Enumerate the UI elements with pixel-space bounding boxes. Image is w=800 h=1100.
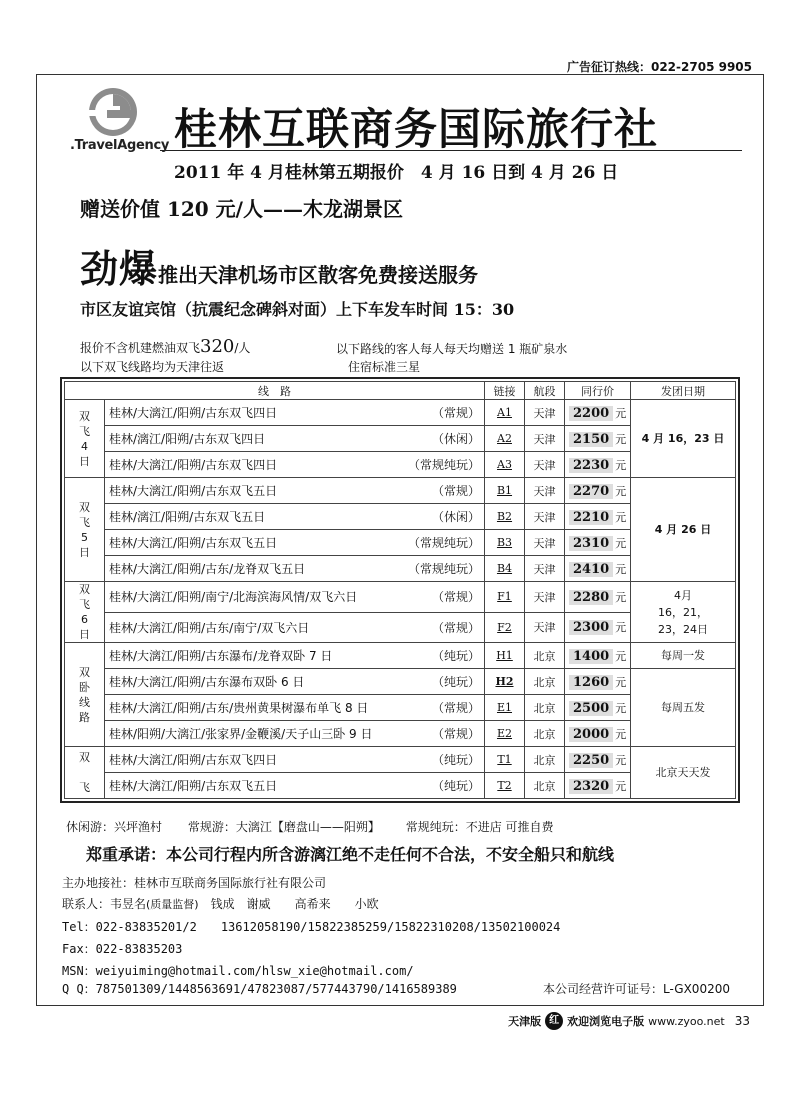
route-link[interactable]: B2 xyxy=(485,504,525,530)
route-link[interactable]: B4 xyxy=(485,556,525,582)
route-name xyxy=(105,747,485,773)
flight-segment: 天津 xyxy=(525,582,565,613)
flight-segment: 北京 xyxy=(525,773,565,799)
host-agency: 主办地接社：桂林市互联商务国际旅行社有限公司 xyxy=(62,876,327,890)
water-note: 以下路线的客人每人每天均赠送 1 瓶矿泉水 xyxy=(336,342,568,356)
price-value: 1260 xyxy=(569,675,613,690)
route-text: 桂林/大漓江/阳朔/古东/南宁/双飞六日 xyxy=(109,620,310,635)
price-currency: 元 xyxy=(615,562,627,576)
col-link: 链接 xyxy=(485,382,525,400)
route-name xyxy=(105,530,485,556)
fuel-note-suffix: /人 xyxy=(234,341,251,355)
route-text: 桂林/大漓江/阳朔/古东/龙脊双飞五日 xyxy=(109,562,306,576)
route-name xyxy=(105,556,485,582)
price-currency: 元 xyxy=(615,432,627,446)
route-text: 桂林/大漓江/阳朔/南宁/北海滨海风情/双飞六日 xyxy=(109,590,358,605)
group-label: 双 飞 5 日 xyxy=(65,478,105,582)
contact-msn: MSN：weiyuiming@hotmail.com/hlsw_xie@hotmail.com/ xyxy=(62,964,414,978)
route-name xyxy=(105,400,485,426)
fuel-amount: 320 xyxy=(200,336,235,357)
price-cell xyxy=(565,452,631,478)
route-tag: （纯玩） xyxy=(431,753,480,767)
flight-segment: 天津 xyxy=(525,612,565,643)
route-name xyxy=(105,773,485,799)
price-value: 2000 xyxy=(569,727,613,742)
price-currency: 元 xyxy=(615,753,627,767)
price-currency: 元 xyxy=(615,649,627,663)
price-currency: 元 xyxy=(615,484,627,498)
airport-promo xyxy=(80,238,478,293)
flight-segment: 北京 xyxy=(525,695,565,721)
departure-date: 4 月 16，23 日 xyxy=(631,400,736,478)
route-tag: （常规） xyxy=(431,620,480,635)
departure-date: 北京天天发 xyxy=(631,747,736,799)
price-cell xyxy=(565,747,631,773)
page-number: 33 xyxy=(734,1014,750,1028)
price-currency: 元 xyxy=(615,590,627,604)
flight-segment: 天津 xyxy=(525,426,565,452)
route-tag: （常规） xyxy=(431,484,480,498)
route-name xyxy=(105,669,485,695)
route-text: 桂林/大漓江/阳朔/古东双飞四日 xyxy=(109,753,278,767)
contact-people-prefix: 联系人：韦昱名 xyxy=(62,897,147,911)
price-value: 2230 xyxy=(569,458,613,473)
price-currency: 元 xyxy=(615,510,627,524)
contact-role: (质量监督) xyxy=(146,898,199,911)
pickup-info: 市区友谊宾馆（抗震纪念碑斜对面）上下车发车时间 15：30 xyxy=(80,300,515,319)
price-currency: 元 xyxy=(615,536,627,550)
tour-legend xyxy=(66,818,576,835)
route-tag: （常规） xyxy=(431,701,480,715)
price-value: 2200 xyxy=(569,406,613,421)
hotel-note: 住宿标准三星 xyxy=(348,360,421,374)
route-text: 桂林/漓江/阳朔/古东双飞四日 xyxy=(109,432,266,446)
route-tag: （纯玩） xyxy=(431,649,480,663)
route-link[interactable]: T2 xyxy=(485,773,525,799)
price-cell xyxy=(565,504,631,530)
route-link[interactable]: A3 xyxy=(485,452,525,478)
departure-date: 4 月 26 日 xyxy=(631,478,736,582)
route-tag: （纯玩） xyxy=(431,779,480,793)
route-name xyxy=(105,504,485,530)
flight-segment: 北京 xyxy=(525,721,565,747)
flight-segment: 北京 xyxy=(525,747,565,773)
col-date: 发团日期 xyxy=(631,382,736,400)
legend-regular-pure: 常规纯玩：不进店 可推自费 xyxy=(405,820,554,834)
route-name xyxy=(105,695,485,721)
site-link[interactable]: www.zyoo.net xyxy=(648,1014,725,1028)
price-value: 2210 xyxy=(569,510,613,525)
flight-segment: 北京 xyxy=(525,669,565,695)
route-link[interactable]: B3 xyxy=(485,530,525,556)
contact-qq: Q Q：787501309/1448563691/47823087/577443790/1416589389 xyxy=(62,982,457,996)
table-row xyxy=(65,643,736,669)
route-text: 桂林/大漓江/阳朔/古东双飞五日 xyxy=(109,779,278,793)
route-link[interactable]: F1 xyxy=(485,582,525,613)
price-cell xyxy=(565,773,631,799)
price-currency: 元 xyxy=(615,727,627,741)
departure-date: 每周一发 xyxy=(631,643,736,669)
table-header-row xyxy=(65,382,736,400)
contact-people-rest: 钱成 谢威 高希来 小欧 xyxy=(210,897,379,911)
price-currency: 元 xyxy=(615,675,627,689)
route-link[interactable]: T1 xyxy=(485,747,525,773)
col-segment: 航段 xyxy=(525,382,565,400)
flight-segment: 天津 xyxy=(525,478,565,504)
route-link[interactable]: B1 xyxy=(485,478,525,504)
route-link[interactable]: F2 xyxy=(485,612,525,643)
route-tag: （常规纯玩） xyxy=(407,536,480,550)
flight-segment: 天津 xyxy=(525,556,565,582)
price-value: 2270 xyxy=(569,484,613,499)
price-cell xyxy=(565,582,631,613)
flight-segment: 天津 xyxy=(525,530,565,556)
legend-regular: 常规游：大漓江【磨盘山——阳朔】 xyxy=(187,820,380,834)
route-text: 桂林/大漓江/阳朔/古东/贵州黄果树瀑布单飞 8 日 xyxy=(109,701,369,715)
route-text: 桂林/漓江/阳朔/古东双飞五日 xyxy=(109,510,266,524)
flight-segment: 北京 xyxy=(525,643,565,669)
route-text: 桂林/大漓江/阳朔/古东双飞四日 xyxy=(109,458,278,472)
price-value: 2410 xyxy=(569,562,613,577)
group-label: 双 飞 xyxy=(65,747,105,799)
contact-fax: Fax：022-83835203 xyxy=(62,942,183,956)
price-cell xyxy=(565,530,631,556)
price-cell xyxy=(565,643,631,669)
route-name xyxy=(105,452,485,478)
route-tag: （纯玩） xyxy=(431,675,480,689)
price-cell xyxy=(565,669,631,695)
price-period: 2011 年 4 月桂林第五期报价 4 月 16 日到 4 月 26 日 xyxy=(174,163,619,183)
welcome-text: 欢迎浏览电子版 xyxy=(567,1015,645,1028)
group-label: 双 卧 线 路 xyxy=(65,643,105,747)
route-name xyxy=(105,582,485,613)
route-link[interactable]: A2 xyxy=(485,426,525,452)
route-name xyxy=(105,478,485,504)
route-tag: （常规纯玩） xyxy=(407,562,480,576)
route-link[interactable]: E2 xyxy=(485,721,525,747)
route-tag: （常规） xyxy=(431,727,480,741)
route-tag: （休闲） xyxy=(431,432,480,446)
price-value: 1400 xyxy=(569,649,613,664)
promo-text: 推出天津机场市区散客免费接送服务 xyxy=(158,263,479,287)
route-tag: （常规） xyxy=(431,406,480,420)
edition-label: 天津版 xyxy=(508,1015,542,1028)
price-value: 2150 xyxy=(569,432,613,447)
route-tag: （常规纯玩） xyxy=(407,458,480,472)
route-name xyxy=(105,426,485,452)
group-label: 双 飞 4 日 xyxy=(65,400,105,478)
price-value: 2310 xyxy=(569,536,613,551)
legend-leisure: 休闲游：兴坪渔村 xyxy=(66,820,163,834)
route-text: 桂林/大漓江/阳朔/古东双飞五日 xyxy=(109,484,278,498)
departure-date: 4月 16，21， 23，24日 xyxy=(631,582,736,643)
table-row xyxy=(65,669,736,695)
flight-segment: 天津 xyxy=(525,504,565,530)
badge-icon: 红 xyxy=(545,1012,563,1030)
col-route: 线 路 xyxy=(65,382,485,400)
logo-wordmark: .TravelAgency xyxy=(70,138,170,153)
fuel-note-prefix: 报价不含机建燃油双飞 xyxy=(80,341,201,355)
route-link[interactable]: A1 xyxy=(485,400,525,426)
price-currency: 元 xyxy=(615,701,627,715)
safety-promise: 郑重承诺：本公司行程内所含游漓江绝不走任何不合法，不安全船只和航线 xyxy=(86,845,615,864)
group-label: 双 飞 6 日 xyxy=(65,582,105,643)
departure-note: 以下双飞线路均为天津往返 xyxy=(80,360,225,374)
price-currency: 元 xyxy=(615,458,627,472)
table-row xyxy=(65,582,736,613)
price-table xyxy=(60,377,740,803)
price-value: 2320 xyxy=(569,779,613,794)
table-row xyxy=(65,478,736,504)
route-tag: （常规） xyxy=(431,590,480,605)
route-name xyxy=(105,612,485,643)
route-link[interactable]: E1 xyxy=(485,695,525,721)
table-row xyxy=(65,747,736,773)
flight-segment: 天津 xyxy=(525,400,565,426)
title-divider xyxy=(160,150,742,151)
license-number: 本公司经营许可证号：L-GX00200 xyxy=(543,982,730,996)
price-cell xyxy=(565,695,631,721)
route-text: 桂林/大漓江/阳朔/古东双飞四日 xyxy=(109,406,278,420)
route-tag: （休闲） xyxy=(431,510,480,524)
route-text: 桂林/大漓江/阳朔/古东瀑布双卧 6 日 xyxy=(109,675,305,689)
price-value: 2250 xyxy=(569,753,613,768)
price-currency: 元 xyxy=(615,779,627,793)
route-text: 桂林/阳朔/大漓江/张家界/金鞭溪/天子山三卧 9 日 xyxy=(109,727,373,741)
route-link[interactable]: H2 xyxy=(485,669,525,695)
price-cell xyxy=(565,721,631,747)
route-name xyxy=(105,721,485,747)
route-text: 桂林/大漓江/阳朔/古东双飞五日 xyxy=(109,536,278,550)
table-row xyxy=(65,400,736,426)
price-currency: 元 xyxy=(615,406,627,420)
flight-segment: 天津 xyxy=(525,452,565,478)
price-cell xyxy=(565,478,631,504)
price-cell xyxy=(565,400,631,426)
route-name xyxy=(105,643,485,669)
contact-tel: Tel：022-83835201/2 13612058190/15822385259/15822310208/13502100024 xyxy=(62,920,561,934)
price-value: 2280 xyxy=(569,590,613,605)
col-price: 同行价 xyxy=(565,382,631,400)
fuel-note xyxy=(80,336,250,357)
price-value: 2500 xyxy=(569,701,613,716)
price-cell xyxy=(565,556,631,582)
price-value: 2300 xyxy=(569,620,613,635)
page-title: 桂林互联商务国际旅行社 xyxy=(174,105,658,155)
price-cell xyxy=(565,426,631,452)
price-cell xyxy=(565,612,631,643)
promo-highlight: 劲爆 xyxy=(80,246,159,291)
departure-date: 每周五发 xyxy=(631,669,736,747)
route-link[interactable]: H1 xyxy=(485,643,525,669)
gift-offer: 赠送价值 120 元/人——木龙湖景区 xyxy=(80,197,403,221)
page-footer xyxy=(508,1012,750,1030)
contact-people xyxy=(62,895,379,912)
price-currency: 元 xyxy=(615,621,627,635)
ad-hotline: 广告征订热线：022-2705 9905 xyxy=(566,60,752,74)
route-text: 桂林/大漓江/阳朔/古东瀑布/龙脊双卧 7 日 xyxy=(109,649,333,663)
